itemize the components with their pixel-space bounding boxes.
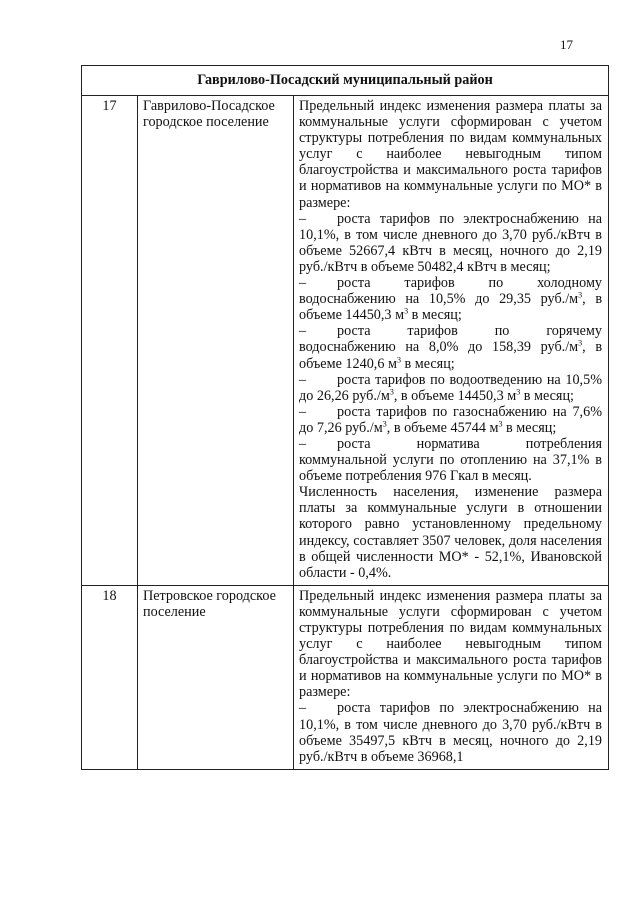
intro-text: Предельный индекс изменения размера платы за коммунальные услуги сформирован с учетом структуры потребления по видам коммунальных услуг с наиболее невыгодным типом благоустройства и максимального роста тарифов и нормативов на коммунальные услуги по МО* в размере: <box>299 587 603 701</box>
list-item-text: , в объеме 1240,6 м <box>299 339 603 372</box>
list-item-text: роста тарифов по холодному водоснабжению на 10,5% до 29,35 руб./м <box>299 275 603 308</box>
row-number: 17 <box>82 96 138 586</box>
list-item-text: роста тарифов по газоснабжению на 7,6% до 7,26 руб./м <box>299 403 603 436</box>
list-item-text: , в объеме 14450,3 м <box>299 291 603 324</box>
row-description <box>294 96 609 586</box>
page-number: 17 <box>560 37 573 52</box>
superscript: 3 <box>498 419 503 429</box>
list-dash: – <box>299 435 307 452</box>
list-item-text: в месяц; <box>520 387 574 404</box>
superscript: 3 <box>578 338 583 348</box>
list-item <box>299 211 602 275</box>
list-item-text: роста тарифов по электроснабжению на 10,1%, в том числе дневного до 3,70 руб./кВтч в объеме 35497,5 кВтч в месяц, ночного до 2,19 руб./кВтч в объеме 36968,1 <box>299 700 603 765</box>
list-item-text: в месяц; <box>400 355 455 372</box>
row-description <box>294 585 609 769</box>
table-row <box>82 585 609 769</box>
settlement-name: Петровское городское поселение <box>138 585 294 769</box>
list-dash: – <box>299 403 307 420</box>
district-title: Гаврилово-Посадский муниципальный район <box>82 66 609 96</box>
table-header-row <box>82 66 609 96</box>
row-number: 18 <box>82 585 138 769</box>
superscript: 3 <box>382 419 387 429</box>
list-item-text: в месяц; <box>502 419 557 436</box>
superscript: 3 <box>404 306 409 316</box>
population-text: Численность населения, изменение размера платы за коммунальные услуги в отношении которого равно установленному предельному индексу, составляет 3507 человек, доля населения в общей численности МО* - 52,1%, Ивановской области - 0,4%. <box>299 484 603 581</box>
list-item <box>299 372 602 404</box>
superscript: 3 <box>578 290 583 300</box>
tariff-table <box>81 65 609 770</box>
list-item-text: роста тарифов по горячему водоснабжению на 8,0% до 158,39 руб./м <box>299 323 603 356</box>
settlement-name: Гаврилово-Посадское городское поселение <box>138 96 294 586</box>
list-item-text: роста тарифов по электроснабжению на 10,1%, в том числе дневного до 3,70 руб./кВтч в объеме 52667,4 кВтч в месяц, ночного до 2,19 руб./кВтч в объеме 50482,4 кВтч в месяц; <box>299 210 603 275</box>
superscript: 3 <box>396 354 401 364</box>
intro-text: Предельный индекс изменения размера платы за коммунальные услуги сформирован с учетом структуры потребления по видам коммунальных услуг с наиболее невыгодным типом благоустройства и максимального роста тарифов и нормативов на коммунальные услуги по МО* в размере: <box>299 98 603 211</box>
list-item <box>299 323 602 371</box>
list-dash: – <box>299 275 307 292</box>
list-dash: – <box>299 323 307 340</box>
list-item-text: в месяц; <box>408 307 462 324</box>
list-item <box>299 700 602 764</box>
superscript: 3 <box>389 386 394 396</box>
list-item <box>299 436 602 484</box>
list-item <box>299 275 602 323</box>
list-dash: – <box>299 700 307 717</box>
list-item-text: роста тарифов по водоотведению на 10,5% до 26,26 руб./м <box>299 371 603 404</box>
list-item <box>299 404 602 436</box>
list-item-text: роста норматива потребления коммунальной услуги по отоплению на 37,1% в объеме потребления 976 Гкал в месяц. <box>299 435 603 485</box>
superscript: 3 <box>516 386 521 396</box>
list-item-text: , в объеме 14450,3 м <box>393 387 517 404</box>
list-dash: – <box>299 210 307 227</box>
list-item-text: , в объеме 45744 м <box>386 419 499 436</box>
list-dash: – <box>299 371 307 388</box>
table-row <box>82 96 609 586</box>
